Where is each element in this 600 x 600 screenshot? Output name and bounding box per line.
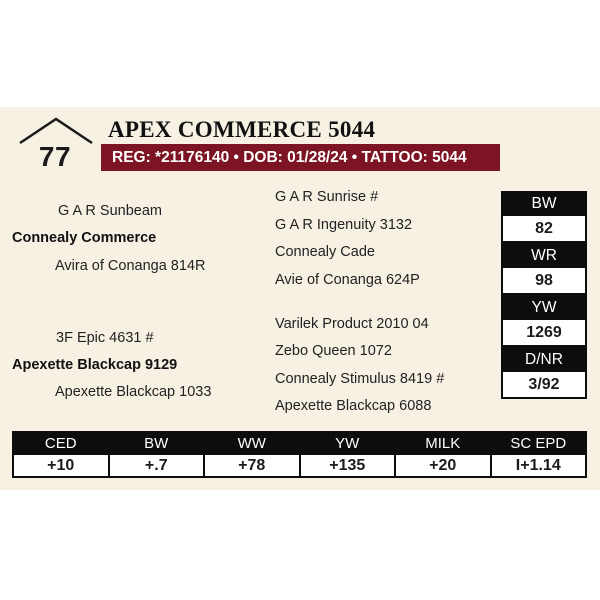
pedigree-sire-sire: G A R Sunbeam	[58, 203, 162, 219]
epd-header: YW	[301, 433, 395, 455]
pedigree-gen3-1: G A R Sunrise #	[275, 189, 379, 205]
pedigree-gen3-8: Apexette Blackcap 6088	[275, 398, 432, 414]
pedigree-dam-dam: Apexette Blackcap 1033	[55, 384, 212, 400]
epd-header: SC EPD	[492, 433, 586, 455]
epd-column-yw	[301, 433, 397, 476]
stat-label-bw: BW	[501, 191, 587, 216]
epd-value: +78	[205, 455, 299, 476]
pedigree-sire: Connealy Commerce	[12, 230, 157, 246]
stat-label-dnr: D/NR	[501, 347, 587, 372]
pedigree-gen3-4: Avie of Conanga 624P	[275, 272, 420, 288]
epd-value: +20	[396, 455, 490, 476]
pedigree-gen3-7: Connealy Stimulus 8419 #	[275, 371, 445, 387]
epd-column-sc	[492, 433, 586, 476]
epd-header: MILK	[396, 433, 490, 455]
epd-table	[12, 431, 587, 478]
epd-column-bw	[110, 433, 206, 476]
animal-name: APEX COMMERCE 5044	[108, 117, 376, 142]
pedigree-sire-dam: Avira of Conanga 814R	[55, 258, 206, 274]
performance-stats-column	[501, 191, 587, 399]
epd-column-ced	[14, 433, 110, 476]
epd-header: WW	[205, 433, 299, 455]
pedigree-dam: Apexette Blackcap 9129	[12, 357, 178, 373]
epd-column-milk	[396, 433, 492, 476]
pedigree-gen3-2: G A R Ingenuity 3132	[275, 217, 413, 233]
epd-value: I+1.14	[492, 455, 586, 476]
pedigree-gen3-3: Connealy Cade	[275, 244, 375, 260]
stat-label-wr: WR	[501, 243, 587, 268]
stat-value-dnr: 3/92	[501, 372, 587, 399]
pedigree-dam-sire: 3F Epic 4631 #	[56, 330, 154, 346]
stat-value-yw: 1269	[501, 320, 587, 347]
stat-value-bw: 82	[501, 216, 587, 243]
pedigree-gen3-5: Varilek Product 2010 04	[275, 316, 429, 332]
registration-bar: REG: *21176140 • DOB: 01/28/24 • TATTOO: 5044	[101, 144, 500, 171]
epd-value: +.7	[110, 455, 204, 476]
epd-column-ww	[205, 433, 301, 476]
lot-number: 77	[38, 141, 72, 172]
epd-header: BW	[110, 433, 204, 455]
epd-header: CED	[14, 433, 108, 455]
epd-value: +135	[301, 455, 395, 476]
stat-value-wr: 98	[501, 268, 587, 295]
pedigree-gen3-6: Zebo Queen 1072	[275, 343, 392, 359]
stat-label-yw: YW	[501, 295, 587, 320]
epd-value: +10	[14, 455, 108, 476]
